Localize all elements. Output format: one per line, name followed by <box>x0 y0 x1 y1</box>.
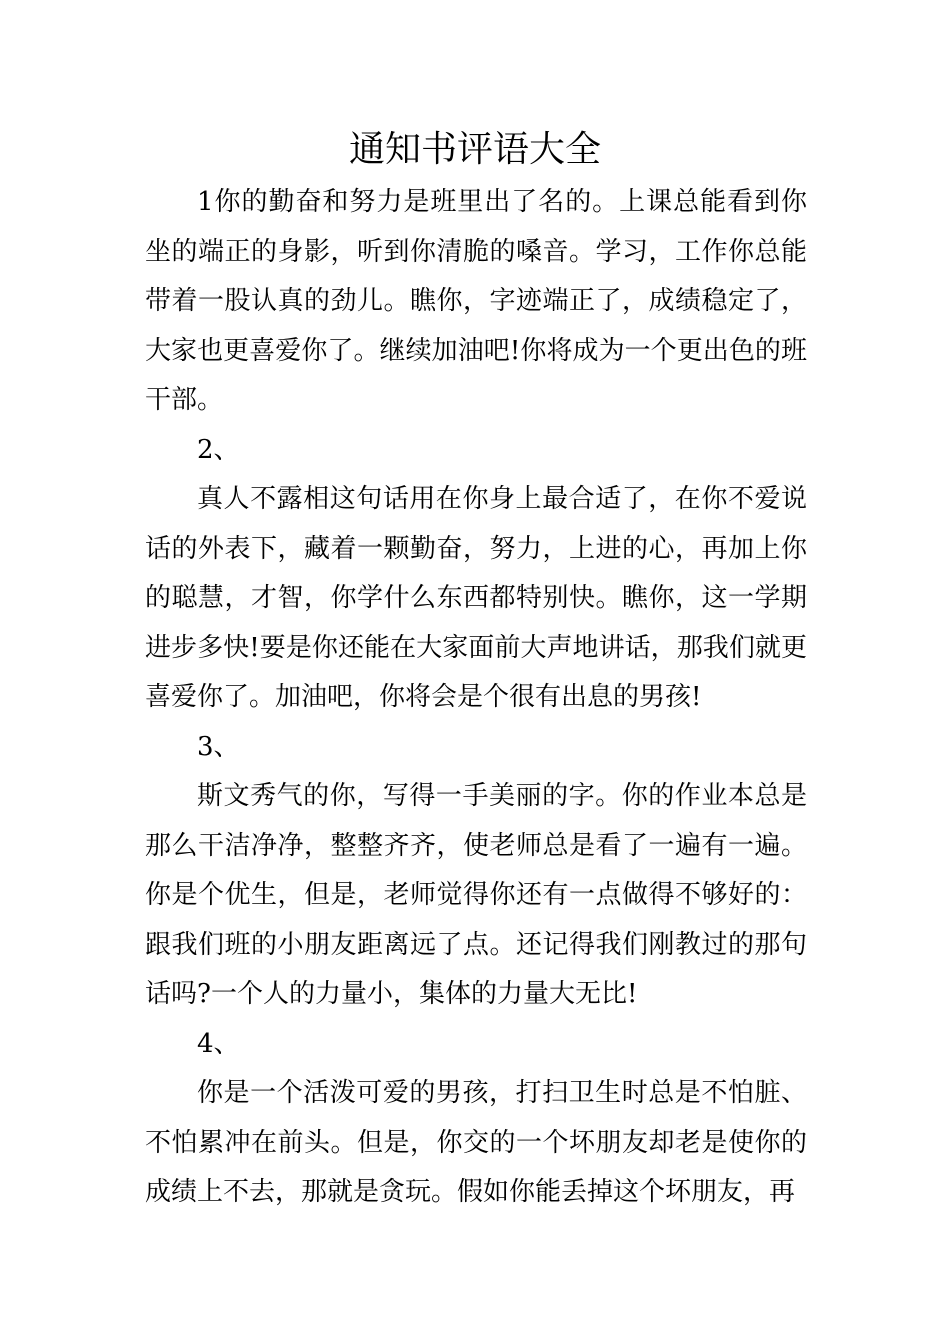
comment-number-4: 4、 <box>197 1028 240 1059</box>
comment-paragraph-3: 斯文秀气的你，写得一手美丽的字。你的作业本总是那么干洁净净，整整齐齐，使老师总是看了一遍有一遍。你是个优生，但是，老师觉得你还有一点做得不够好的：跟我们班的小朋友距离远了点。还记得我们刚教过的那句话吗?一个人的力量小，集体的力量大无比! <box>145 781 807 1009</box>
document-title: 通知书评语大全 <box>348 129 601 170</box>
comment-paragraph-1: 1你的勤奋和努力是班里出了名的。上课总能看到你坐的端正的身影，听到你清脆的嗓音。学习，工作你总能带着一股认真的劲儿。瞧你，字迹端正了，成绩稳定了，大家也更喜爱你了。继续加油吧!你将成为一个更出色的班干部。 <box>145 187 807 415</box>
comment-number-2: 2、 <box>197 434 240 465</box>
comment-paragraph-2: 真人不露相这句话用在你身上最合适了，在你不爱说话的外表下，藏着一颗勤奋，努力，上进的心，再加上你的聪慧，才智，你学什么东西都特别快。瞧你，这一学期进步多快!要是你还能在大家面前大声地讲话，那我们就更喜爱你了。加油吧，你将会是个很有出息的男孩! <box>145 484 807 712</box>
comment-paragraph-4: 你是一个活泼可爱的男孩，打扫卫生时总是不怕脏、不怕累冲在前头。但是，你交的一个坏朋友却老是使你的成绩上不去，那就是贪玩。假如你能丢掉这个坏朋友，再 <box>145 1078 807 1207</box>
comment-number-3: 3、 <box>197 731 240 762</box>
document-body <box>145 178 807 1218</box>
